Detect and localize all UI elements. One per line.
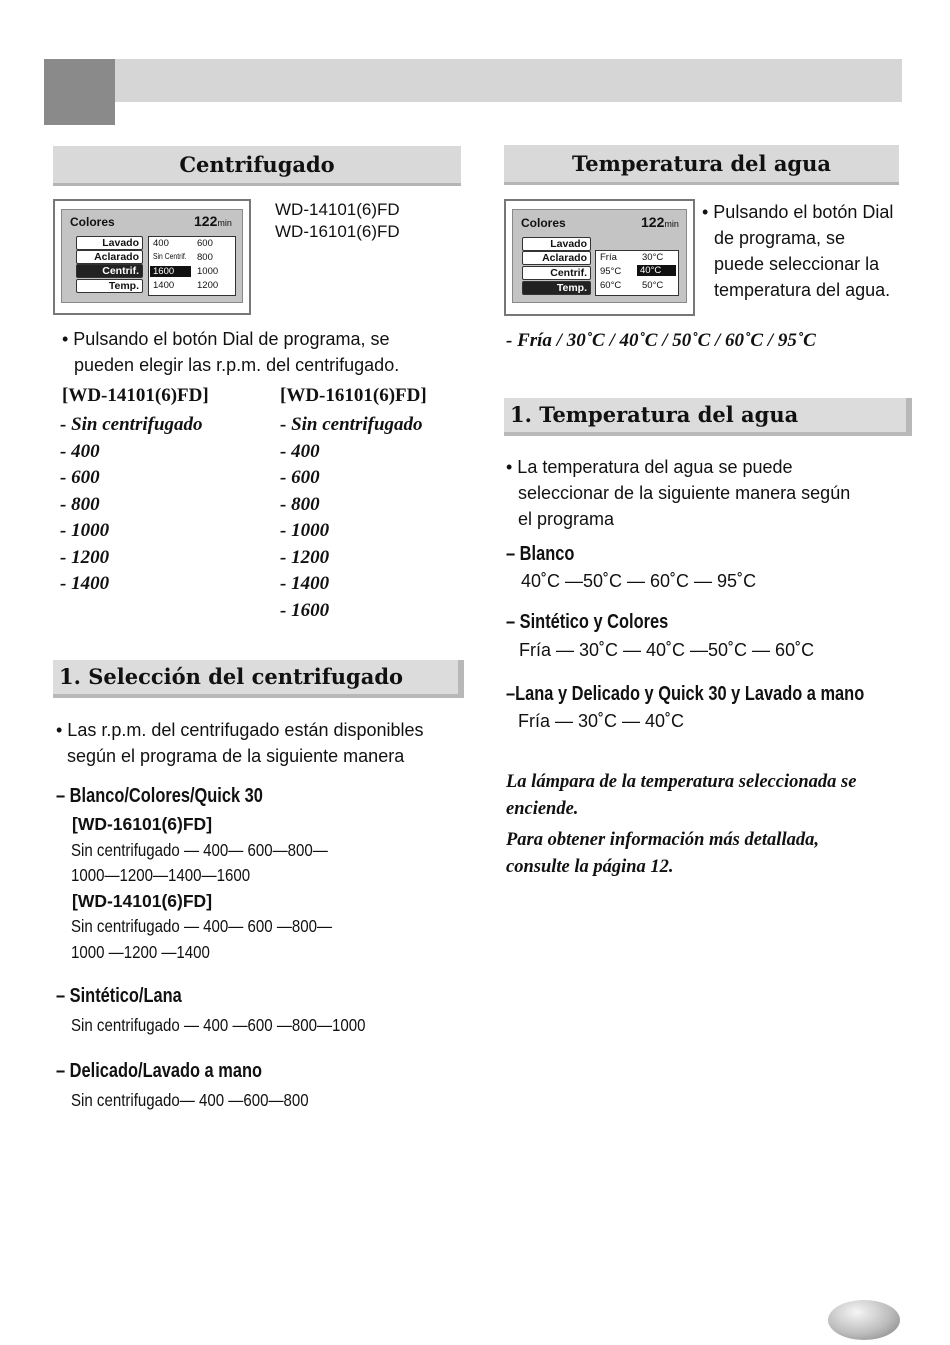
centrif-button[interactable]: Centrif. [522, 266, 591, 280]
speeds-line: 1000—1200—1400—1600 [71, 865, 251, 885]
list-item: - Sin centrifugado [60, 414, 203, 435]
list-item: - 1200 [60, 546, 110, 568]
lavado-button[interactable]: Lavado [76, 236, 143, 250]
temps-line: Fría — 30˚C — 40˚C —50˚C — 60˚C [519, 640, 815, 660]
option-1000: 1000 [197, 266, 219, 277]
bullet-line: pueden elegir las r.p.m. del centrifugado. [74, 355, 400, 375]
option-95c: 95°C [600, 266, 622, 277]
option-sin-centrif: Sin Centrif. [153, 252, 187, 261]
option-1400: 1400 [153, 280, 175, 291]
subheading-blanco: – Blanco [506, 543, 575, 565]
bullet-line: • La temperatura del agua se puede [506, 457, 793, 477]
list-item: - Sin centrifugado [280, 414, 423, 435]
speeds-line: 1000 —1200 —1400 [71, 942, 210, 962]
option-800: 800 [197, 252, 213, 263]
option-400: 400 [153, 238, 169, 249]
note-line: Para obtener información más detallada, [506, 830, 819, 850]
speeds-line: Sin centrifugado — 400— 600—800— [71, 840, 328, 860]
panel-program: Colores [70, 215, 115, 229]
spin-availability-bullet [56, 717, 424, 769]
bullet-line: de programa, se [714, 228, 846, 248]
control-panel-temp [504, 199, 695, 316]
col1-header: [WD-14101(6)FD] [62, 385, 209, 406]
list-item: - 1200 [280, 546, 330, 568]
col1-speed-list [60, 412, 203, 598]
page-ellipse-decoration [828, 1300, 900, 1340]
list-item: - 600 [60, 467, 100, 488]
bullet-line: • Las r.p.m. del centrifugado están disponibles [56, 720, 424, 740]
option-30c: 30°C [642, 252, 664, 263]
list-item: - 600 [280, 467, 320, 488]
list-item: - 1400 [60, 573, 110, 594]
bullet-line: • Pulsando el botón Dial de programa, se [62, 329, 390, 349]
speeds-line: Sin centrifugado — 400 —600 —800—1000 [71, 1015, 366, 1035]
model-label-16101: [WD-16101(6)FD] [72, 814, 213, 834]
bullet-line: según el programa de la siguiente manera [67, 746, 405, 766]
aclarado-button[interactable]: Aclarado [522, 251, 591, 265]
subheading-blanco-colores-quick: – Blanco/Colores/Quick 30 [56, 785, 263, 807]
option-1600-selected: 1600 [150, 266, 191, 277]
header-box [44, 59, 115, 125]
temps-line: Fría — 30˚C — 40˚C [518, 711, 685, 731]
list-item: - 1000 [280, 520, 330, 541]
aclarado-button[interactable]: Aclarado [76, 250, 143, 264]
spin-intro-bullet [62, 326, 399, 378]
model-2: WD-16101(6)FD [275, 222, 400, 241]
model-list [275, 199, 400, 243]
temp-program-bullet [506, 454, 850, 532]
subheading-delicado-lavado: – Delicado/Lavado a mano [56, 1060, 262, 1082]
speeds-line: Sin centrifugado— 400 —600—800 [71, 1090, 309, 1110]
panel-program: Colores [521, 216, 566, 230]
list-item: - 1000 [60, 520, 110, 541]
list-item: - 800 [280, 493, 320, 515]
bullet-line: seleccionar de la siguiente manera según [518, 483, 851, 503]
temp-intro-bullet [702, 199, 893, 303]
temp-button[interactable]: Temp. [76, 279, 143, 293]
heading-seleccion-centrifugado: 1. Selección del centrifugado [53, 660, 464, 698]
option-600: 600 [197, 238, 213, 249]
bullet-line: puede seleccionar la [714, 254, 880, 274]
temp-button[interactable]: Temp. [522, 281, 591, 295]
bullet-line: temperatura del agua. [714, 280, 891, 300]
bullet-line: el programa [518, 509, 615, 529]
speeds-line: Sin centrifugado — 400— 600 —800— [71, 916, 333, 936]
col2-speed-list [280, 412, 423, 624]
option-1200: 1200 [197, 280, 219, 291]
note-line: consulte la página 12. [506, 857, 674, 877]
temp-options-grid [595, 250, 679, 296]
bullet-line: • Pulsando el botón Dial [702, 202, 894, 222]
panel-time: 122min [194, 213, 232, 229]
option-fria: Fría [600, 252, 617, 263]
heading-temperatura-agua: 1. Temperatura del agua [504, 398, 912, 436]
col2-header: [WD-16101(6)FD] [280, 385, 427, 406]
list-item: - 400 [60, 440, 100, 462]
temps-line: 40˚C —50˚C — 60˚C — 95˚C [521, 571, 757, 591]
note-line: La lámpara de la temperatura seleccionada se [506, 772, 857, 792]
option-60c: 60°C [600, 280, 622, 291]
subheading-lana-delicado-quick: –Lana y Delicado y Quick 30 y Lavado a mano [506, 683, 865, 705]
temperature-options-line: - Fría / 30˚C / 40˚C / 50˚C / 60˚C / 95˚C [506, 330, 816, 351]
list-item: - 1400 [280, 573, 330, 594]
list-item: - 1600 [280, 599, 330, 621]
notes [506, 769, 856, 881]
control-panel-spin [53, 199, 251, 315]
model-label-14101: [WD-14101(6)FD] [72, 891, 213, 911]
spin-options-grid [148, 236, 236, 296]
list-item: - 400 [280, 440, 320, 462]
centrif-button[interactable]: Centrif. [76, 264, 143, 278]
section-title-temperatura: Temperatura del agua [504, 145, 899, 185]
option-50c: 50°C [642, 280, 664, 291]
list-item: - 800 [60, 493, 100, 515]
panel-time: 122min [641, 214, 679, 230]
model-1: WD-14101(6)FD [275, 200, 400, 219]
option-40c-selected: 40°C [637, 265, 676, 276]
header-bar [115, 59, 902, 102]
note-line: enciende. [506, 799, 579, 819]
section-title-centrifugado: Centrifugado [53, 146, 461, 186]
lavado-button[interactable]: Lavado [522, 237, 591, 251]
subheading-sintetico-lana: – Sintético/Lana [56, 985, 182, 1007]
subheading-sintetico-colores: – Sintético y Colores [506, 611, 669, 633]
